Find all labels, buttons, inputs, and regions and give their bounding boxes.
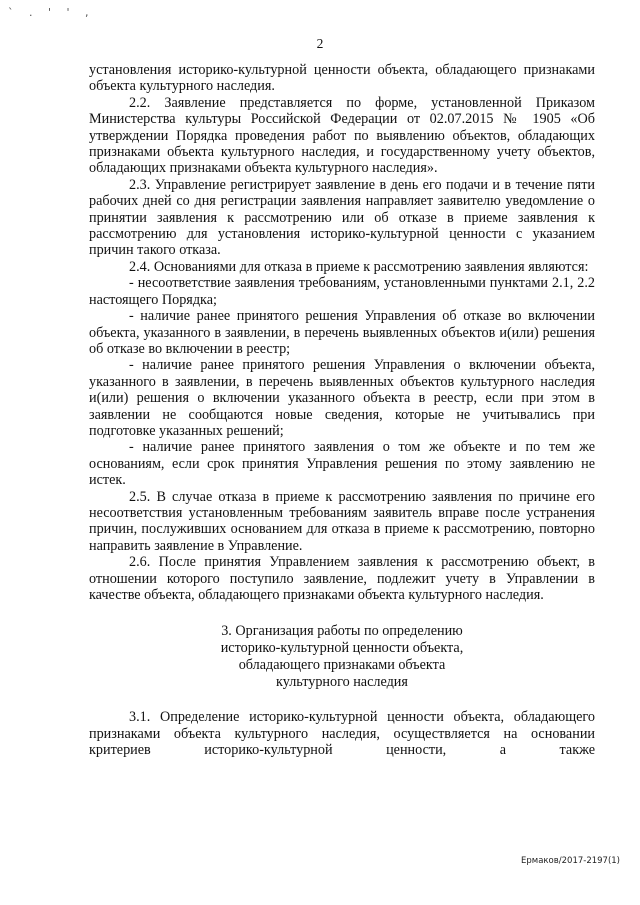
paragraph-2-6: 2.6. После принятия Управлением заявления к рассмотрению объект, в отношении которого поступило заявление, подлежит учету в Управлении в качестве объекта, обладающего признаками объекта культурного наследия. (89, 554, 595, 603)
scan-corner-marks: ` . ' ' , (8, 6, 95, 19)
section-heading-line: культурного наследия (276, 674, 408, 691)
paragraph-2-4: 2.4. Основаниями для отказа в приеме к рассмотрению заявления являются: (129, 258, 589, 275)
paragraph-3-1: 3.1. Определение историко-культурной ценности объекта, обладающего признаками объекта культурного наследия, осуществляется на основании критериев историко-культурной ценности, а также (89, 709, 595, 759)
document-footer-code: Ермаков/2017-2197(1) (521, 856, 620, 866)
paragraph-2-5: 2.5. В случае отказа в приеме к рассмотрению заявления по причине его несоответствия установленным требованиям заявитель вправе после устранения причин, послуживших основанием для отказа в приеме к рассмотрению, повторно направить заявление в Управление. (89, 488, 595, 554)
section-heading-line: 3. Организация работы по определению (221, 623, 463, 640)
paragraph-2-2: 2.2. Заявление представляется по форме, установленной Приказом Министерства культуры Российской Федерации от 02.07.2015 № 1905 «Об утверждении Порядка проведения работ по выявлению объектов, обладающих признаками объекта культурного наследия, и государственному учету объектов, обладающих признаками объекта культурного наследия». (89, 94, 595, 177)
paragraph-2-3: 2.3. Управление регистрирует заявление в день его подачи и в течение пяти рабочих дней со дня регистрации заявления направляет заявителю уведомление о принятии заявления к рассмотрению или об отказе в приеме заявления к рассмотрению для установления историко-культурной ценности с указанием причин такого отказа. (89, 176, 595, 259)
section-3-heading (89, 623, 595, 691)
section-heading-line: историко-культурной ценности объекта, (220, 640, 464, 657)
list-item-prior-inclusion: - наличие ранее принятого решения Управления о включении объекта, указанного в заявлении, в перечень выявленных объектов культурного наследия и(или) решения о включении указанного объекта в реестр, если при этом в заявлении не сообщаются новые сведения, которые не учитывались при подготовке указанных решений; (89, 357, 595, 439)
section-heading-line: обладающего признаками объекта (238, 657, 446, 674)
list-item-prior-application: - наличие ранее принятого заявления о том же объекте и по тем же основаниям, если срок принятия Управления решения по этому заявлению не истек. (89, 439, 595, 489)
paragraph-continuation: установления историко-культурной ценности объекта, обладающего признаками объекта культурного наследия. (89, 62, 595, 95)
list-item-nonconformity: - несоответствие заявления требованиям, установленными пунктами 2.1, 2.2 настоящего Порядка; (89, 275, 595, 308)
document-body (89, 62, 595, 759)
page-number: 2 (316, 36, 324, 51)
list-item-prior-refusal: - наличие ранее принятого решения Управления об отказе во включении объекта, указанного в заявлении, в перечень выявленных объектов и(или) решения об отказе во включении в реестр; (89, 308, 595, 357)
